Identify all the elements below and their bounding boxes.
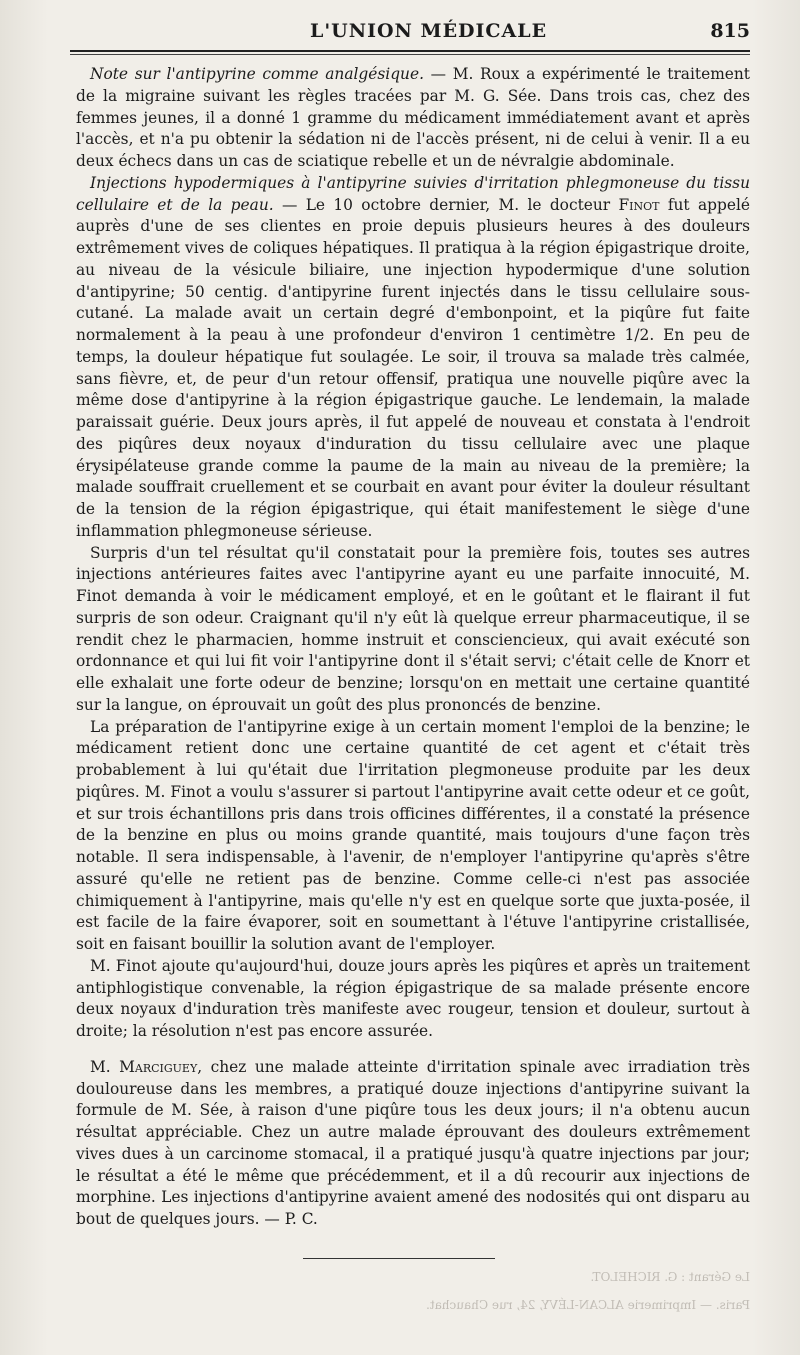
header-rule-thin: [70, 54, 750, 55]
author-name-marciguey: M. Marciguey,: [90, 1057, 203, 1076]
paragraph-antipyrine-analgesique: [76, 64, 750, 173]
section-title-analgesique: Note sur l'antipyrine comme analgésique.: [90, 65, 424, 83]
running-title: L'UNION MÉDICALE: [310, 20, 548, 42]
paragraph-injections-hypodermiques: [76, 173, 750, 543]
paragraph-text: fut appelé auprès d'une de ses clientes en proie depuis plusieurs heures à des douleurs extrêmement vives de coliques hépatiques. Il pratiqua à la région épigastrique droite, au niveau de la vésicule biliaire, une injection hypodermique d'une solution d'antipyrine; 50 centig. d'antipyrine furent injectés dans le tissu cellulaire sous-cutané. La malade avait un certain degré d'embonpoint, et la piqûre fut faite normalement à la peau à une profondeur d'environ 1 centimètre 1/2. En peu de temps, la douleur hépatique fut soulagée. Le soir, il trouva sa malade très calmée, sans fièvre, et, de peur d'un retour offensif, pratiqua une nouvelle piqûre avec la même dose d'antipyrine à la région épigastrique gauche. Le lendemain, la malade paraissait guérie. Deux jours après, il fut appelé de nouveau et constata à l'endroit des piqûres deux noyaux d'induration du tissu cellulaire avec une plaque érysipélateuse grande comme la paume de la main au niveau de la première; la malade souffrait cruellement et se courbait en avant pour éviter la douleur résultant de la tension de la région épigastrique, qui était manifestement le siège d'une inflammation phlegmoneuse sérieuse.: [76, 195, 750, 540]
paragraph-marciguey: [76, 1057, 750, 1231]
bleed-through-text: [90, 1270, 750, 1326]
bleed-line: Le Gérant : G. RICHELOT.: [590, 1270, 750, 1284]
closing-rule: [303, 1258, 495, 1259]
author-name-finot: Finot: [618, 195, 660, 214]
section-title-injections: Injections hypodermiques à l'antipyrine suivies d'irritation phlegmoneuse du tissu cellulaire et de la peau.: [76, 173, 750, 214]
paragraph-finot-ajoute: M. Finot ajoute qu'aujourd'hui, douze jours après les piqûres et après un traitement antiphlogistique convenable, la région épigastrique de sa malade présente encore deux noyaux d'induration très manifeste avec rougeur, tension et douleur, surtout à droite; la résolution n'est pas encore assurée.: [76, 956, 750, 1040]
paragraph-surpris: Surpris d'un tel résultat qu'il constatait pour la première fois, toutes ses autres injections antérieures faites avec l'antipyrine ayant eu une parfaite innocuité, M. Finot demanda à voir le médicament employé, et en le goûtant et le flairant il fut surpris de son odeur. Craignant qu'il n'y eût là quelque erreur pharmaceutique, il se rendit chez le pharmacien, homme instruit et consciencieux, qui avait exécuté son ordonnance et qui lui fit voir l'antipyrine dont il s'était servi; c'était celle de Knorr et elle exhalait une forte odeur de benzine; lorsqu'on en mettait une certaine quantité sur la langue, on éprouvait un goût des plus prononcés de benzine.: [76, 543, 750, 714]
paragraph-text: — Le 10 octobre dernier, M. le docteur: [273, 195, 619, 214]
paragraph-text: chez une malade atteinte d'irritation spinale avec irradiation très douloureuse dans les membres, a pratiqué douze injections d'antipyrine suivant la formule de M. Sée, à raison d'une piqûre tous les deux jours; il n'a obtenu aucun résultat appréciable. Chez un autre malade éprouvant des douleurs extrêmement vives dues à un carcinome stomacal, il a pratiqué jusqu'à quatre injections par jour; le résultat a été le même que précédemment, et il a dû recourir aux injections de morphine. Les injections d'antipyrine avaient amené des nodosités qui ont disparu au bout de quelques jours. — P. C.: [76, 1057, 750, 1228]
paragraph-text: — M. Roux a expérimenté le traitement de la migraine suivant les règles tracées par M. G. Sée. Dans trois cas, chez des femmes jeunes, il a donné 1 gramme du médicament immédiatement avant et après l'accès, et n'a pu obtenir la sédation ni de l'accès présent, ni de celui à venir. Il a eu deux échecs dans un cas de sciatique rebelle et un de névralgie abdominale.: [76, 65, 750, 170]
bleed-line: Paris. — Imprimerie ALCAN-LÉVY, 24, rue Chauchat.: [426, 1298, 750, 1312]
page-number: 815: [710, 20, 750, 42]
page-header: [70, 18, 750, 48]
article-body: [76, 64, 750, 1231]
header-rule: [70, 50, 750, 52]
paragraph-preparation: La préparation de l'antipyrine exige à un certain moment l'emploi de la benzine; le médicament retient donc une certaine quantité de cet agent et c'était très probablement à lui qu'était due l'irritation plegmoneuse produite par les deux piqûres. M. Finot a voulu s'assurer si partout l'antipyrine avait cette odeur et ce goût, et sur trois échantillons pris dans trois officines différentes, il a constaté la présence de la benzine en plus ou moins grande quantité, mais toujours d'une façon très notable. Il sera indispensable, à l'avenir, de n'employer l'antipyrine qu'après s'être assuré qu'elle ne retient pas de benzine. Comme celle-ci n'est pas associée chimiquement à l'antipyrine, mais qu'elle n'y est en quelque sorte que juxta-posée, il est facile de la faire évaporer, soit en soumettant à l'étuve l'antipyrine cristallisée, soit en faisant bouillir la solution avant de l'employer.: [76, 717, 750, 953]
